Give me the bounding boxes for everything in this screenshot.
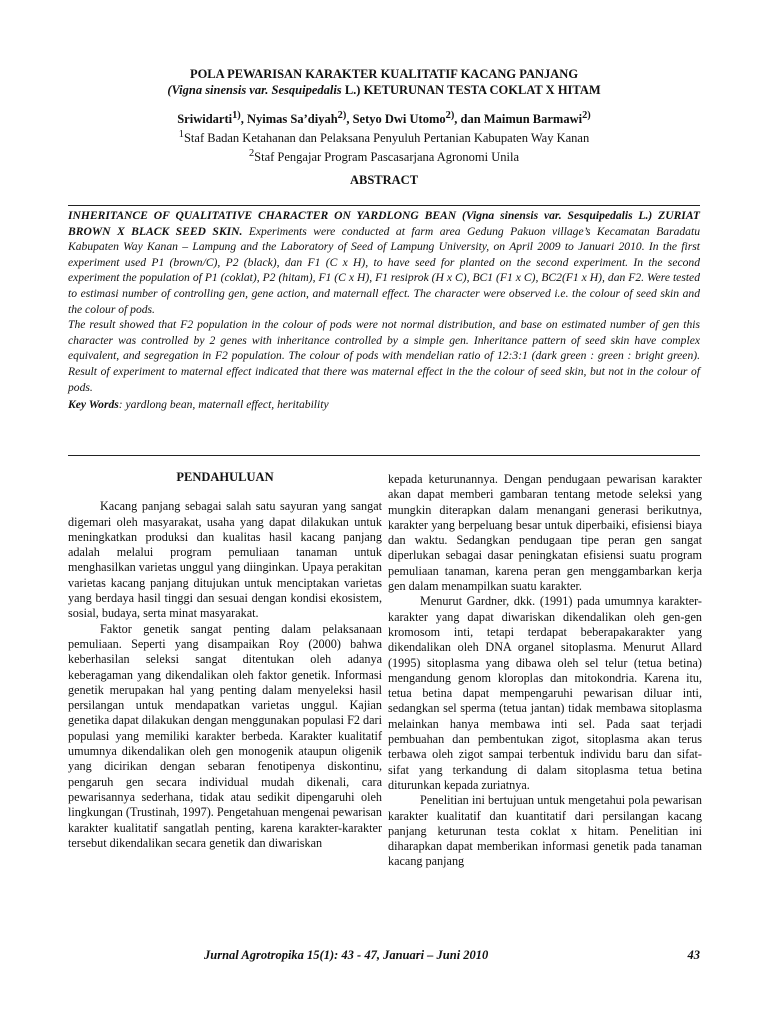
body-paragraph: Menurut Gardner, dkk. (1991) pada umumnya karakter-karakter yang dapat diwariskan dikendalikan oleh gen-gen kromosom inti, tetapi terdapat beberapakarakter yang dikendalikan oleh DNA organel sitoplasma. Menurut Allard (1995) sitoplasma yang dibawa oleh sel telur (tetua betina) mengandung genom kloroplas dan mitokondria. Karena itu, tetua betina dapat mempengaruhi pewarisan diluar inti, sedangkan sel sperma (tetua jantan) tidak membawa sitoplasma melainkan hanya membawa inti sel. Pada saat terjadi pembuahan dan pembentukan zigot, sitoplasma akan terus terbawa oleh zigot sampai terbentuk individu baru dan sifat-sifat yang terkandung di dalam sitoplasma tetua betina diturunkan kepada zuriatnya.: [388, 594, 702, 792]
abstract-lead: INHERITANCE OF QUALITATIVE CHARACTER ON YARDLONG BEAN (Vigna sinensis var. Sesquipedalis L.) ZURIAT BROWN X BLACK SEED SKIN.: [68, 209, 700, 238]
body-paragraph: Faktor genetik sangat penting dalam pelaksanaan pemuliaan. Seperti yang disampaikan Roy (2000) bahwa keberhasilan seleksi sangat ditentukan oleh adanya keberagaman yang dikendalikan oleh faktor genetik. Informasi genetik merupakan hal yang penting dalam menyeleksi hasil persilangan untuk mendapatkan varietas unggul. Kajian genetika dapat dilakukan dengan menggunakan populasi F2 dari populasi yang memiliki karakter berbeda. Karakter kualitatif umumnya dikendalikan oleh gen monogenik ataupun oligenik yang dicirikan dengan sebaran fenotipenya diskontinu, pengaruh gen secara individual mudah dikenali, cara pewarisannya sederhana, tidak atau sedikit dipengaruhi oleh lingkungan (Trustinah, 1997). Pengetahuan mengenai pewarisan karakter kualitatif sangatlah penting, karena karakter-karakter tersebut dikendalikan secara genetik dan diwariskan: [68, 621, 382, 850]
author-block: [60, 108, 708, 165]
author-names: Sriwidarti$^{1)}$, Nyimas Sa’diyah$^{2)}$, Setyo Dwi Utomo$^{2)}$, dan Maimun Barmawi$^{2)}$: [177, 110, 591, 127]
journal-citation: Jurnal Agrotropika 15(1): 43 - 47, Januari – Juni 2010: [204, 948, 489, 962]
keywords: Key Words: yardlong bean, maternall effect, heritability: [68, 398, 329, 412]
abstract-bottom-rule: [68, 455, 700, 456]
abstract-heading: ABSTRACT: [349, 173, 419, 187]
paper-title: [60, 66, 708, 98]
left-column: [68, 470, 382, 851]
body-paragraph: Kacang panjang sebagai salah satu sayuran yang sangat digemari oleh masyarakat, usaha yang dapat dilakukan untuk meningkatkan produksi dan kualitas hasil kacang panjang adalah melalui program pemuliaan tanaman untuk menghasilkan varietas unggul yang diinginkan. Upaya perakitan varietas kacang panjang ditujukan untuk menciptakan varietas yang berdaya hasil tinggi dan sesuai dengan kondisi ekosistem, sosial, budaya, serta minat masyarakat.: [68, 499, 382, 621]
body-paragraph: kepada keturunannya. Dengan pendugaan pewarisan karakter akan dapat memberi gambaran tentang metode seleksi yang mungkin diterapkan dalam menangani generasi berikutnya, karakter yang berpeluang besar untuk diperbaiki, efisiensi biaya dan waktu. Sedangkan pendugaan tipe peran gen sangat diperlukan sebagai dasar peningkatan efisiensi suatu program pemuliaan tanaman, karena peran gen menggambarkan kerja gen dalam menampilkan suatu karakter.: [388, 472, 702, 594]
right-column: [388, 472, 702, 870]
title-species: (Vigna sinensis var. Sesquipedalis: [167, 83, 342, 97]
affiliation-2: $^2$Staf Pengajar Program Pascasarjana Agronomi Unila: [248, 148, 520, 165]
affiliation-1: $^1$Staf Badan Ketahanan dan Pelaksana Penyuluh Pertanian Kabupaten Way Kanan: [178, 129, 590, 146]
title-line-2-rest: L.) KETURUNAN TESTA COKLAT X HITAM: [341, 83, 601, 97]
title-line-2: [60, 82, 708, 98]
abstract-paragraph-1: INHERITANCE OF QUALITATIVE CHARACTER ON YARDLONG BEAN (Vigna sinensis var. Sesquipedalis L.) ZURIAT BROWN X BLACK SEED SKIN. Experiments were conducted at farm area Gedung Pakuon village’s Kecamatan Baradatu Kabupaten Way Kanan – Lampung and the Laboratory of Seed of Lampung University, on April 2009 to Januari 2010. In the first experiment used P1 (brown/C), P2 (black), dan F1 (C x H), to have seed for planted on the second experiment. In the second experiment the population of P1 (coklat), P2 (hitam), F1 (C x H), F1 resiprok (H x C), BC1 (F1 x C), BC2(F1 x H), dan F2. Were tested to estimasi number of controlling gen, gene action, and maternall effect. The character were observed i.e. the colour of seed skin and the colour of pods.: [68, 209, 700, 316]
title-line-1: POLA PEWARISAN KARAKTER KUALITATIF KACANG PANJANG: [189, 67, 579, 81]
section-heading-pendahuluan: PENDAHULUAN: [176, 470, 274, 484]
page-number: 43: [687, 948, 700, 962]
keywords-label: Key Words: [68, 398, 119, 412]
body-paragraph: Penelitian ini bertujuan untuk mengetahui pola pewarisan karakter kualitatif dan kuantitatif dari persilangan kacang panjang keturunan testa coklat x hitam. Penelitian ini diharapkan dapat memberikan informasi genetik pada tanaman kacang panjang: [388, 793, 702, 869]
abstract-paragraph-2: The result showed that F2 population in the colour of pods were not normal distribution, and base on estimated number of gen this character was controlled by 2 genes with inheritance controlled by a simple gen. Inheritance pattern of seed skin have complex equivalent, and segregation in F2 population. The colour of pods with mendelian ratio of 12:3:1 (dark green : green : bright green). Result of experiment to maternal effect indicated that there was maternal effect in the the colour of seed skin, but not in the colour of pods.: [68, 318, 700, 394]
abstract-top-rule: [68, 205, 700, 206]
abstract-block: [68, 208, 700, 413]
